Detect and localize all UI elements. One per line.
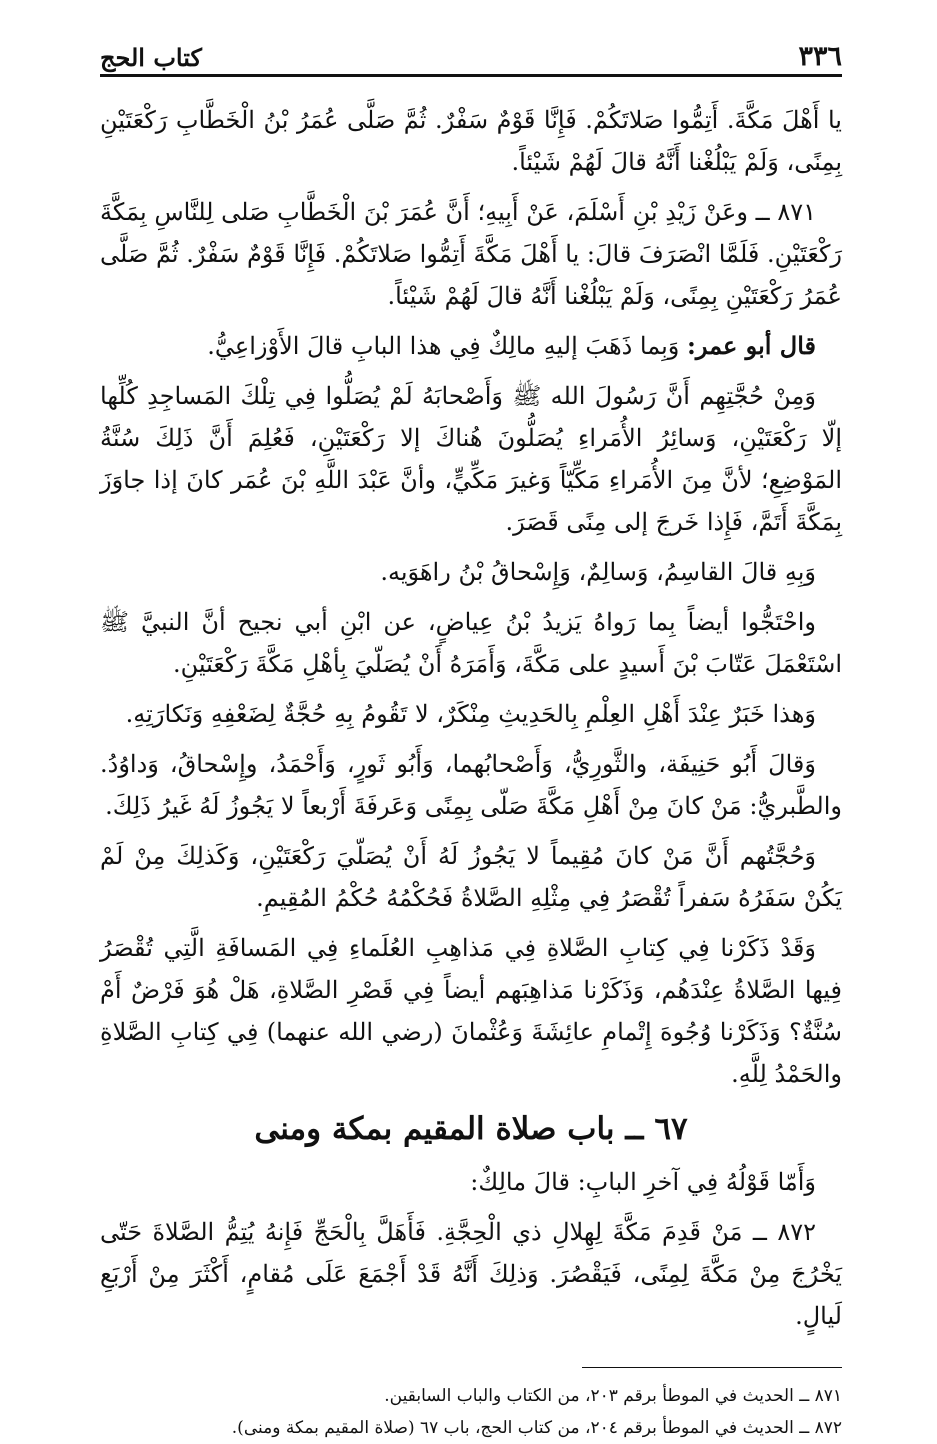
commentary-paragraph: وَقَدْ ذَكَرْنا فِي كِتابِ الصَّلاةِ فِي مَذاهِبِ العُلَماءِ فِي المَسافَةِ الَّتِي تُقْصَرُ فِيها الصَّلاةُ عِنْدَهُم، وَذَكَرْنا مَذاهِبَهم أيضاً فِي قَصْرِ الصَّلاةِ، هَلْ هُوَ فَرْضٌ أَمْ سُنَّةٌ؟ وَذَكَرْنا وُجُوهَ إِتْمامِ عائِشَةَ وَعُثْمانَ (رضي الله عنهما) فِي كِتابِ الصَّلاةِ والحَمْدُ لِلَّهِ. bbox=[100, 934, 842, 1088]
footnote-872: ٨٧٢ ــ الحديث في الموطأ برقم ٢٠٤، من كتاب الحج، باب ٦٧ (صلاة المقيم بمكة ومنى). bbox=[231, 1418, 842, 1438]
commentary-paragraph: وَهذا خَبَرٌ عِنْدَ أَهْلِ العِلْمِ بِالحَدِيثِ مِنْكَرٌ، لا تَقُومُ بِهِ حُجَّةٌ لِضَعْفِهِ وَنَكارَتِهِ. bbox=[125, 700, 816, 728]
footnote-divider bbox=[582, 1367, 842, 1368]
abu-umar-paragraph bbox=[100, 325, 842, 367]
abu-umar-label: قال أبو عمر: bbox=[687, 331, 816, 360]
chapter-intro: وَأَمّا قَوْلُهُ فِي آخرِ البابِ: قالَ مالِكٌ: bbox=[470, 1168, 816, 1196]
abu-umar-text: وَبِما ذَهَبَ إليهِ مالِكٌ فِي هذا البابِ قالَ الأَوْزاعِيُّ. bbox=[207, 332, 680, 360]
footnotes bbox=[100, 1380, 842, 1444]
page-header bbox=[100, 30, 842, 77]
page-number: ٣٣٦ bbox=[798, 41, 842, 72]
hadith-871: ٨٧١ ــ وعَنْ زَيْدِ بْنِ أَسْلَمَ، عَنْ أَبِيهِ؛ أَنَّ عُمَرَ بْنَ الْخَطَّابِ صَلى لِلنَّاسِ بِمَكَّةَ رَكْعَتَيْنِ. فَلَمَّا انْصَرَفَ قالَ: يا أَهْلَ مَكَّةَ أَتِمُّوا صَلاتَكُمْ. فَإِنَّا قَوْمٌ سَفْرٌ. ثُمَّ صَلَّى عُمَرُ رَكْعَتَيْنِ بِمِنًى، وَلَمْ يَبْلُغْنا أَنَّهُ قالَ لَهُمْ شَيْئاً. bbox=[100, 198, 842, 310]
commentary-paragraph: وَقالَ أَبُو حَنِيفَة، والثَّورِيُّ، وَأَصْحابُهما، وَأَبُو ثَورٍ، وَأَحْمَدُ، وإِسْحاقُ، وَداوُدُ. والطَّبريُّ: مَنْ كانَ مِنْ أَهْلِ مَكَّةَ صَلّى بِمِنًى وَعَرفَةَ أَرْبعاً لا يَجُوزُ لَهُ غَيرُ ذَلِكَ. bbox=[100, 750, 842, 820]
book-title: كتاب الحج bbox=[100, 43, 202, 72]
chapter-heading: ٦٧ ــ باب صلاة المقيم بمكة ومنى bbox=[254, 1111, 688, 1147]
page-body bbox=[100, 99, 842, 1337]
commentary-paragraph: وَحُجَّتُهم أَنَّ مَنْ كانَ مُقِيماً لا يَجُوزُ لَهُ أَنْ يُصَلّيَ رَكْعَتَيْنِ، وَكَذلِكَ مِنْ لَمْ يَكُنْ سَفَرُهُ سَفراً تُقْصَرُ فِي مِثْلِهِ الصَّلاةُ فَحُكْمُهُ حُكْمُ المُقِيمِ. bbox=[100, 842, 842, 912]
hadith-872: ٨٧٢ ــ مَنْ قَدِمَ مَكَّةَ لِهِلالِ ذي الْحِجَّةِ. فَأَهَلَّ بِالْحَجِّ فَإِنهُ يُتِمُّ الصَّلاةَ حَتّى يَخْرُجَ مِنْ مَكَّةَ لِمِنًى، فَيَقْصُرَ. وَذلِكَ أَنَّهُ قَدْ أَجْمَعَ عَلَى مُقامٍ، أَكْثَرَ مِنْ أَرْبَعِ لَيالٍ. bbox=[100, 1218, 842, 1330]
commentary-paragraph: واحْتَجُّوا أيضاً بِما رَواهُ يَزيدُ بْنُ عِياضٍ، عن ابْنِ أبي نجيح أنَّ النبيَّ ﷺ اسْتَعْمَلَ عَتّابَ بْنَ أَسيدٍ على مَكَّةَ، وَأَمَرَهُ أَنْ يُصَلّيَ بِأهْلِ مَكَّةَ رَكْعَتَيْنِ. bbox=[100, 608, 842, 678]
paragraph-continuation: يا أَهْلَ مَكَّةَ. أَتِمُّوا صَلاتَكُمْ. فَإِنَّا قَوْمٌ سَفْرٌ. ثُمَّ صَلَّى عُمَرُ بْنُ الْخَطَّابِ رَكْعَتَيْنِ بِمِنًى، وَلَمْ يَبْلُغْنا أَنَّهُ قالَ لَهُمْ شَيْئاً. bbox=[100, 106, 842, 176]
footnote-871: ٨٧١ ــ الحديث في الموطأ برقم ٢٠٣، من الكتاب والباب السابقين. bbox=[384, 1386, 842, 1406]
commentary-paragraph: وَمِنْ حُجَّتِهِم أَنَّ رَسُولَ الله ﷺ وَأَصْحابَهُ لَمْ يُصَلُّوا فِي تِلْكَ المَساجِدِ كُلِّها إلّا رَكْعَتَيْنِ، وَسائِرُ الأُمَراءِ يُصَلُّونَ هُناكَ إلا رَكْعَتَيْنِ، فَعُلِمَ أَنَّ ذَلِكَ سُنَّةُ المَوْضِعِ؛ لأنَّ مِنَ الأُمَراءِ مَكِّيّاً وَغيرَ مَكِّيٍّ، وأنَّ عَبْدَ اللَّهِ بْنَ عُمَر كانَ إذا جاوَزَ بِمَكَّةَ أَتَمَّ، فَإِذا خَرجَ إلى مِنًى قَصَرَ. bbox=[100, 382, 842, 536]
commentary-paragraph: وَبِهِ قالَ القاسِمُ، وَسالِمٌ، وَإِسْحاقُ بْنُ راهَوَيه. bbox=[380, 558, 816, 586]
